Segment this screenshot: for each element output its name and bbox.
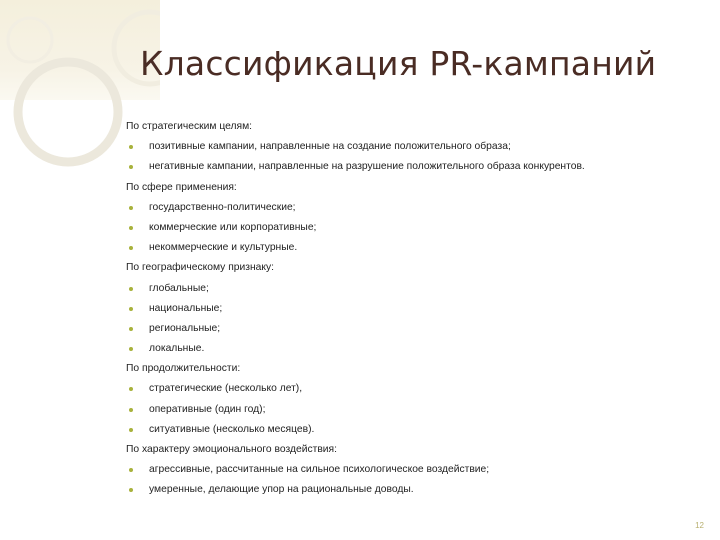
list-item <box>126 339 706 359</box>
bullet-icon <box>129 226 133 230</box>
list-item-text: некоммерческие и культурные. <box>149 242 298 254</box>
list-item-text: коммерческие или корпоративные; <box>149 221 317 233</box>
list-item-text: государственно-политические; <box>149 201 296 213</box>
bullet-icon <box>129 408 133 412</box>
list-item-text: умеренные, делающие упор на рациональные доводы. <box>149 484 414 496</box>
list-item <box>126 319 706 339</box>
list-item <box>126 137 706 157</box>
page-number: 12 <box>695 521 704 530</box>
bullet-icon <box>129 488 133 492</box>
bullet-icon <box>129 287 133 291</box>
list-item <box>126 238 706 258</box>
list-item-text: негативные кампании, направленные на разрушение положительного образа конкурентов. <box>149 161 585 173</box>
bullet-icon <box>129 347 133 351</box>
list-item-text: глобальные; <box>149 282 209 294</box>
list-item-text: национальные; <box>149 302 223 314</box>
section-heading: По сфере применения: <box>126 181 237 193</box>
list-item-text: оперативные (один год); <box>149 403 266 415</box>
list-item-text: локальные. <box>149 343 205 355</box>
list-item <box>126 400 706 420</box>
list-item <box>126 279 706 299</box>
list-item <box>126 299 706 319</box>
section-heading: По стратегическим целям: <box>126 121 253 132</box>
list-item <box>126 198 706 218</box>
bullet-icon <box>129 206 133 210</box>
section-heading: По географическому признаку: <box>126 262 275 274</box>
bullet-icon <box>129 165 133 169</box>
bullet-icon <box>129 428 133 432</box>
list-item-text: агрессивные, рассчитанные на сильное психологическое воздействие; <box>149 464 490 476</box>
bullet-icon <box>129 307 133 311</box>
bullet-icon <box>129 468 133 472</box>
slide-title: Классификация PR-кампаний <box>140 44 657 83</box>
list-item-text: региональные; <box>149 322 221 334</box>
list-item <box>126 420 706 440</box>
list-item <box>126 480 706 500</box>
list-item <box>126 218 706 238</box>
list-item <box>126 157 706 177</box>
section-heading: По продолжительности: <box>126 363 241 375</box>
list-item-text: позитивные кампании, направленные на создание положительного образа; <box>149 141 511 153</box>
list-item-text: ситуативные (несколько месяцев). <box>149 423 315 435</box>
bullet-icon <box>129 145 133 149</box>
bullet-icon <box>129 327 133 331</box>
bullet-icon <box>129 246 133 250</box>
section-heading: По характеру эмоционального воздействия: <box>126 444 337 455</box>
list-item <box>126 379 706 399</box>
list-item <box>126 460 706 480</box>
list-item-text: стратегические (несколько лет), <box>149 383 303 395</box>
bullet-icon <box>129 387 133 391</box>
slide-content <box>126 117 706 501</box>
